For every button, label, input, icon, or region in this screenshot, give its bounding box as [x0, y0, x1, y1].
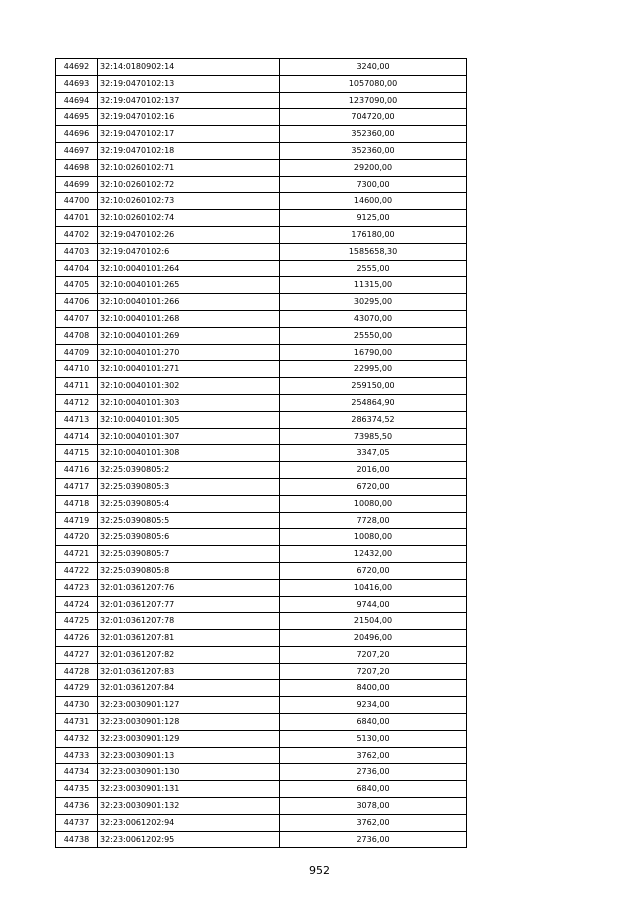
cadastral-number-cell: 32:25:0390805:3 [98, 478, 280, 495]
cadastral-number-cell: 32:10:0040101:268 [98, 310, 280, 327]
row-number-cell: 44738 [56, 831, 98, 848]
cadastral-number-cell: 32:10:0040101:305 [98, 411, 280, 428]
row-number-cell: 44700 [56, 193, 98, 210]
cadastral-value-cell: 3762,00 [280, 747, 467, 764]
row-number-cell: 44695 [56, 109, 98, 126]
cadastral-number-cell: 32:23:0030901:127 [98, 697, 280, 714]
cadastral-value-cell: 73985,50 [280, 428, 467, 445]
cadastral-value-cell: 7728,00 [280, 512, 467, 529]
cadastral-value-cell: 20496,00 [280, 630, 467, 647]
cadastral-value-cell: 25550,00 [280, 327, 467, 344]
cadastral-value-cell: 3762,00 [280, 814, 467, 831]
row-number-cell: 44698 [56, 159, 98, 176]
cadastral-value-cell: 7207,20 [280, 646, 467, 663]
row-number-cell: 44732 [56, 730, 98, 747]
cadastral-number-cell: 32:14:0180902:14 [98, 59, 280, 76]
row-number-cell: 44703 [56, 243, 98, 260]
table-row [56, 294, 467, 311]
row-number-cell: 44699 [56, 176, 98, 193]
table-row [56, 361, 467, 378]
table-row [56, 630, 467, 647]
cadastral-number-cell: 32:10:0040101:302 [98, 378, 280, 395]
cadastral-number-cell: 32:19:0470102:17 [98, 126, 280, 143]
table-row [56, 277, 467, 294]
cadastral-value-table [55, 58, 467, 848]
table-row [56, 798, 467, 815]
cadastral-number-cell: 32:23:0061202:94 [98, 814, 280, 831]
cadastral-value-cell: 10416,00 [280, 579, 467, 596]
row-number-cell: 44692 [56, 59, 98, 76]
cadastral-number-cell: 32:23:0030901:130 [98, 764, 280, 781]
row-number-cell: 44702 [56, 226, 98, 243]
row-number-cell: 44737 [56, 814, 98, 831]
row-number-cell: 44712 [56, 394, 98, 411]
cadastral-value-cell: 30295,00 [280, 294, 467, 311]
cadastral-number-cell: 32:19:0470102:16 [98, 109, 280, 126]
cadastral-number-cell: 32:01:0361207:76 [98, 579, 280, 596]
table-row [56, 378, 467, 395]
page-number: 952 [309, 864, 330, 877]
cadastral-number-cell: 32:10:0260102:71 [98, 159, 280, 176]
cadastral-value-cell: 2736,00 [280, 831, 467, 848]
row-number-cell: 44729 [56, 680, 98, 697]
row-number-cell: 44733 [56, 747, 98, 764]
cadastral-number-cell: 32:10:0040101:271 [98, 361, 280, 378]
cadastral-number-cell: 32:25:0390805:6 [98, 529, 280, 546]
table-row [56, 327, 467, 344]
row-number-cell: 44719 [56, 512, 98, 529]
row-number-cell: 44709 [56, 344, 98, 361]
table-row [56, 75, 467, 92]
cadastral-number-cell: 32:25:0390805:5 [98, 512, 280, 529]
cadastral-value-cell: 254864,90 [280, 394, 467, 411]
cadastral-value-cell: 7207,20 [280, 663, 467, 680]
cadastral-value-cell: 259150,00 [280, 378, 467, 395]
cadastral-value-cell: 11315,00 [280, 277, 467, 294]
row-number-cell: 44693 [56, 75, 98, 92]
table-row [56, 781, 467, 798]
row-number-cell: 44718 [56, 495, 98, 512]
cadastral-number-cell: 32:23:0030901:13 [98, 747, 280, 764]
table-row [56, 411, 467, 428]
table-row [56, 747, 467, 764]
cadastral-value-cell: 10080,00 [280, 529, 467, 546]
cadastral-value-cell: 22995,00 [280, 361, 467, 378]
cadastral-number-cell: 32:10:0040101:265 [98, 277, 280, 294]
cadastral-number-cell: 32:10:0040101:269 [98, 327, 280, 344]
cadastral-number-cell: 32:10:0260102:73 [98, 193, 280, 210]
table-row [56, 462, 467, 479]
cadastral-value-cell: 29200,00 [280, 159, 467, 176]
cadastral-number-cell: 32:10:0040101:307 [98, 428, 280, 445]
table-row [56, 428, 467, 445]
cadastral-number-cell: 32:23:0061202:95 [98, 831, 280, 848]
cadastral-value-cell: 5130,00 [280, 730, 467, 747]
cadastral-value-cell: 9744,00 [280, 596, 467, 613]
cadastral-number-cell: 32:19:0470102:137 [98, 92, 280, 109]
table-row [56, 596, 467, 613]
row-number-cell: 44723 [56, 579, 98, 596]
cadastral-value-cell: 2016,00 [280, 462, 467, 479]
cadastral-value-cell: 1237090,00 [280, 92, 467, 109]
cadastral-value-cell: 6840,00 [280, 781, 467, 798]
table-body [56, 59, 467, 848]
row-number-cell: 44705 [56, 277, 98, 294]
cadastral-number-cell: 32:19:0470102:6 [98, 243, 280, 260]
cadastral-number-cell: 32:25:0390805:2 [98, 462, 280, 479]
cadastral-value-cell: 176180,00 [280, 226, 467, 243]
table-row [56, 109, 467, 126]
row-number-cell: 44715 [56, 445, 98, 462]
table-row [56, 176, 467, 193]
cadastral-number-cell: 32:01:0361207:83 [98, 663, 280, 680]
row-number-cell: 44734 [56, 764, 98, 781]
table-row [56, 445, 467, 462]
cadastral-number-cell: 32:10:0040101:270 [98, 344, 280, 361]
row-number-cell: 44701 [56, 210, 98, 227]
table-row [56, 562, 467, 579]
table-row [56, 210, 467, 227]
cadastral-value-cell: 21504,00 [280, 613, 467, 630]
row-number-cell: 44721 [56, 546, 98, 563]
cadastral-value-cell: 704720,00 [280, 109, 467, 126]
cadastral-value-cell: 14600,00 [280, 193, 467, 210]
table-row [56, 126, 467, 143]
table-row [56, 579, 467, 596]
cadastral-value-cell: 9234,00 [280, 697, 467, 714]
cadastral-number-cell: 32:10:0040101:303 [98, 394, 280, 411]
row-number-cell: 44716 [56, 462, 98, 479]
row-number-cell: 44707 [56, 310, 98, 327]
cadastral-value-cell: 3347,05 [280, 445, 467, 462]
table-row [56, 394, 467, 411]
table-row [56, 697, 467, 714]
row-number-cell: 44728 [56, 663, 98, 680]
row-number-cell: 44736 [56, 798, 98, 815]
cadastral-value-cell: 1585658,30 [280, 243, 467, 260]
table-row [56, 512, 467, 529]
row-number-cell: 44711 [56, 378, 98, 395]
cadastral-number-cell: 32:10:0040101:266 [98, 294, 280, 311]
row-number-cell: 44735 [56, 781, 98, 798]
cadastral-value-cell: 1057080,00 [280, 75, 467, 92]
row-number-cell: 44694 [56, 92, 98, 109]
table-row [56, 310, 467, 327]
table-row [56, 831, 467, 848]
row-number-cell: 44722 [56, 562, 98, 579]
table-row [56, 344, 467, 361]
cadastral-number-cell: 32:25:0390805:8 [98, 562, 280, 579]
table-row [56, 529, 467, 546]
table-row [56, 142, 467, 159]
table-row [56, 59, 467, 76]
cadastral-number-cell: 32:23:0030901:131 [98, 781, 280, 798]
cadastral-number-cell: 32:01:0361207:81 [98, 630, 280, 647]
row-number-cell: 44710 [56, 361, 98, 378]
row-number-cell: 44713 [56, 411, 98, 428]
table-row [56, 243, 467, 260]
table-row [56, 226, 467, 243]
table-row [56, 613, 467, 630]
row-number-cell: 44714 [56, 428, 98, 445]
row-number-cell: 44697 [56, 142, 98, 159]
cadastral-value-cell: 6720,00 [280, 478, 467, 495]
row-number-cell: 44727 [56, 646, 98, 663]
row-number-cell: 44731 [56, 714, 98, 731]
cadastral-number-cell: 32:10:0040101:264 [98, 260, 280, 277]
table-row [56, 814, 467, 831]
cadastral-number-cell: 32:23:0030901:129 [98, 730, 280, 747]
cadastral-value-cell: 10080,00 [280, 495, 467, 512]
row-number-cell: 44706 [56, 294, 98, 311]
cadastral-number-cell: 32:01:0361207:82 [98, 646, 280, 663]
cadastral-number-cell: 32:25:0390805:4 [98, 495, 280, 512]
table-row [56, 546, 467, 563]
cadastral-number-cell: 32:01:0361207:78 [98, 613, 280, 630]
table-row [56, 193, 467, 210]
cadastral-number-cell: 32:10:0260102:72 [98, 176, 280, 193]
cadastral-value-cell: 7300,00 [280, 176, 467, 193]
row-number-cell: 44696 [56, 126, 98, 143]
cadastral-number-cell: 32:19:0470102:13 [98, 75, 280, 92]
cadastral-value-cell: 352360,00 [280, 126, 467, 143]
row-number-cell: 44724 [56, 596, 98, 613]
cadastral-number-cell: 32:23:0030901:128 [98, 714, 280, 731]
cadastral-value-cell: 3078,00 [280, 798, 467, 815]
row-number-cell: 44726 [56, 630, 98, 647]
cadastral-value-cell: 352360,00 [280, 142, 467, 159]
cadastral-number-cell: 32:25:0390805:7 [98, 546, 280, 563]
table-row [56, 646, 467, 663]
cadastral-value-cell: 286374,52 [280, 411, 467, 428]
table-row [56, 495, 467, 512]
cadastral-value-cell: 6840,00 [280, 714, 467, 731]
table-row [56, 714, 467, 731]
table-row [56, 680, 467, 697]
cadastral-value-cell: 6720,00 [280, 562, 467, 579]
row-number-cell: 44708 [56, 327, 98, 344]
table-row [56, 478, 467, 495]
table-row [56, 730, 467, 747]
cadastral-value-cell: 2555,00 [280, 260, 467, 277]
table-row [56, 663, 467, 680]
cadastral-value-cell: 12432,00 [280, 546, 467, 563]
row-number-cell: 44704 [56, 260, 98, 277]
cadastral-number-cell: 32:01:0361207:77 [98, 596, 280, 613]
table-row [56, 764, 467, 781]
table-row [56, 92, 467, 109]
cadastral-value-cell: 2736,00 [280, 764, 467, 781]
cadastral-number-cell: 32:10:0260102:74 [98, 210, 280, 227]
table-row [56, 260, 467, 277]
cadastral-table-container [55, 58, 466, 848]
cadastral-number-cell: 32:19:0470102:26 [98, 226, 280, 243]
cadastral-value-cell: 8400,00 [280, 680, 467, 697]
cadastral-value-cell: 9125,00 [280, 210, 467, 227]
cadastral-value-cell: 16790,00 [280, 344, 467, 361]
cadastral-number-cell: 32:19:0470102:18 [98, 142, 280, 159]
cadastral-number-cell: 32:01:0361207:84 [98, 680, 280, 697]
row-number-cell: 44717 [56, 478, 98, 495]
cadastral-number-cell: 32:23:0030901:132 [98, 798, 280, 815]
row-number-cell: 44725 [56, 613, 98, 630]
row-number-cell: 44720 [56, 529, 98, 546]
table-row [56, 159, 467, 176]
cadastral-value-cell: 3240,00 [280, 59, 467, 76]
cadastral-number-cell: 32:10:0040101:308 [98, 445, 280, 462]
row-number-cell: 44730 [56, 697, 98, 714]
cadastral-value-cell: 43070,00 [280, 310, 467, 327]
